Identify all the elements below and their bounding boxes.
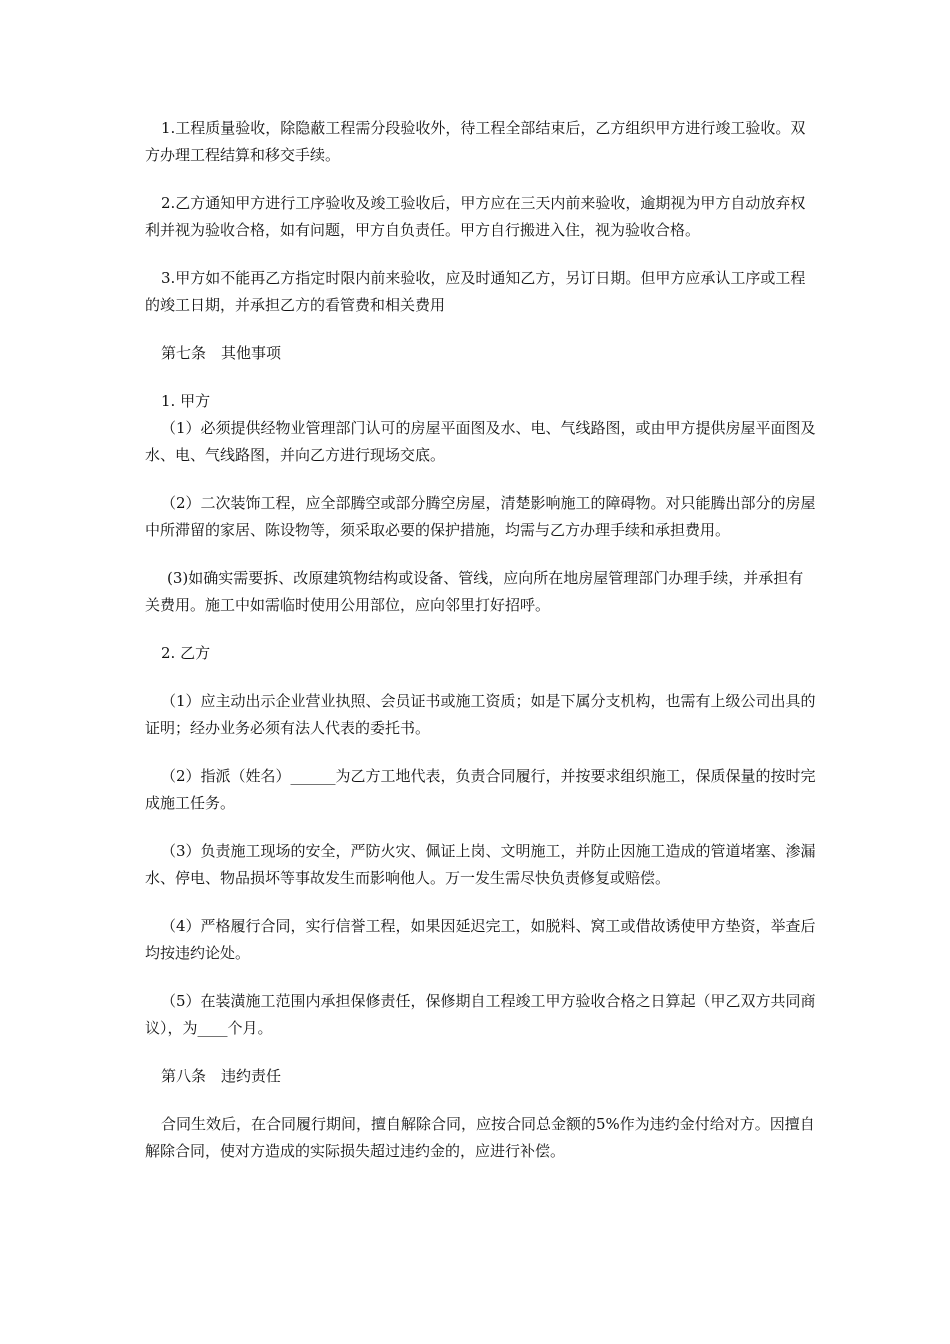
paragraph-party-b-3: （3）负责施工现场的安全，严防火灾、佩证上岗、文明施工，并防止因施工造成的管道堵塞、渗漏水、停电、物品损坏等事故发生而影响他人。万一发生需尽快负责修复或赔偿。 <box>145 842 816 887</box>
paragraph-acceptance-3: 3.甲方如不能再乙方指定时限内前来验收，应及时通知乙方，另订日期。但甲方应承认工序或工程的竣工日期，并承担乙方的看管费和相关费用 <box>145 269 806 314</box>
subheading-party-a: 1. 甲方 <box>161 392 211 410</box>
subheading-party-b: 2. 乙方 <box>161 644 211 662</box>
section-heading-article-8: 第八条 违约责任 <box>161 1067 282 1085</box>
document-body <box>145 115 817 1165</box>
paragraph-party-a-2: （2）二次装饰工程，应全部腾空或部分腾空房屋，清楚影响施工的障碍物。对只能腾出部分的房屋中所滞留的家居、陈设物等，须采取必要的保护措施，均需与乙方办理手续和承担费用。 <box>145 494 816 539</box>
paragraph-party-a-1: （1）必须提供经物业管理部门认可的房屋平面图及水、电、气线路图，或由甲方提供房屋平面图及水、电、气线路图，并向乙方进行现场交底。 <box>145 419 816 464</box>
paragraph-party-b-5: （5）在装潢施工范围内承担保修责任，保修期自工程竣工甲方验收合格之日算起（甲乙双方共同商议），为____个月。 <box>145 992 816 1037</box>
paragraph-party-a-3: (3)如确实需要拆、改原建筑物结构或设备、管线，应向所在地房屋管理部门办理手续，并承担有关费用。施工中如需临时使用公用部位，应向邻里打好招呼。 <box>145 569 804 614</box>
paragraph-acceptance-1: 1.工程质量验收，除隐蔽工程需分段验收外，待工程全部结束后，乙方组织甲方进行竣工验收。双方办理工程结算和移交手续。 <box>145 119 806 164</box>
paragraph-party-b-1: （1）应主动出示企业营业执照、会员证书或施工资质；如是下属分支机构，也需有上级公司出具的证明；经办业务必须有法人代表的委托书。 <box>145 692 816 737</box>
paragraph-party-b-2: （2）指派（姓名）______为乙方工地代表，负责合同履行，并按要求组织施工，保质保量的按时完成施工任务。 <box>145 767 816 812</box>
paragraph-acceptance-2: 2.乙方通知甲方进行工序验收及竣工验收后，甲方应在三天内前来验收，逾期视为甲方自动放弃权利并视为验收合格，如有问题，甲方自负责任。甲方自行搬进入住，视为验收合格。 <box>145 194 806 239</box>
paragraph-party-b-4: （4）严格履行合同，实行信誉工程，如果因延迟完工，如脱料、窝工或借故诱使甲方垫资，举查后均按违约论处。 <box>145 917 816 962</box>
section-heading-article-7: 第七条 其他事项 <box>161 344 282 362</box>
paragraph-breach-liability: 合同生效后，在合同履行期间，擅自解除合同，应按合同总金额的5%作为违约金付给对方。因擅自解除合同，使对方造成的实际损失超过违约金的，应进行补偿。 <box>145 1115 815 1160</box>
